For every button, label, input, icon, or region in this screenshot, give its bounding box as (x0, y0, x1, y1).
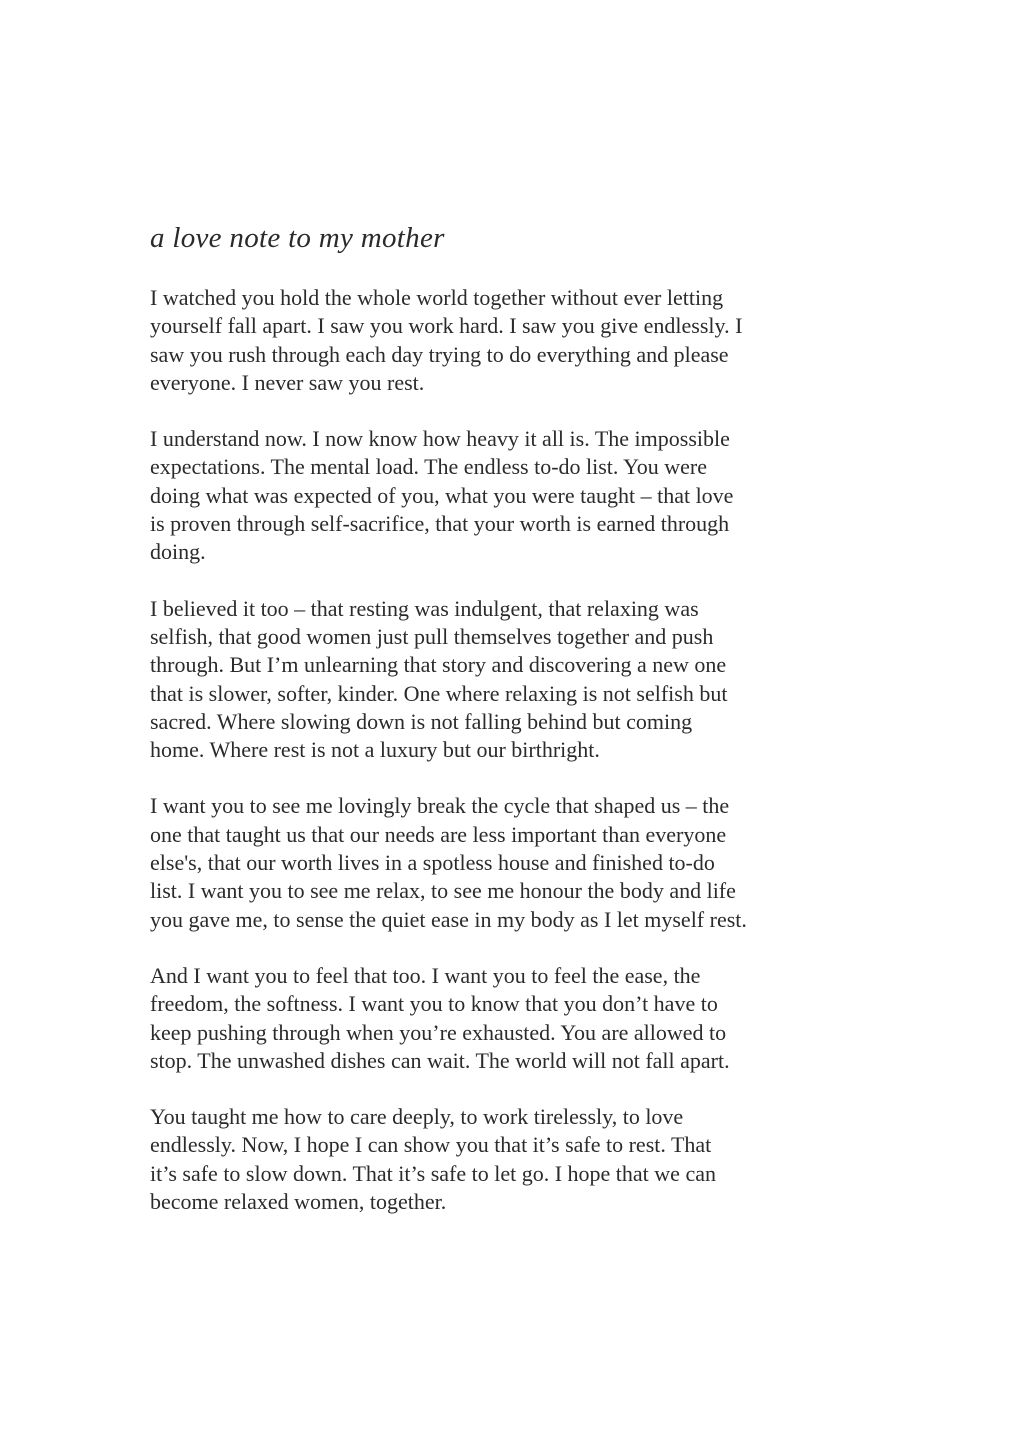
paragraph-5 (150, 962, 800, 1075)
text-line: everyone. I never saw you rest. (150, 369, 425, 395)
text-line: that is slower, softer, kinder. One where relaxing is not selfish but (150, 680, 728, 706)
text-line: I want you to see me lovingly break the cycle that shaped us – the (150, 793, 730, 819)
paragraph-6 (150, 1103, 800, 1216)
text-line: And I want you to feel that too. I want you to feel the ease, the (150, 962, 701, 988)
text-line: doing. (150, 539, 206, 565)
text-line: one that taught us that our needs are less important than everyone (150, 821, 727, 847)
text-line: You taught me how to care deeply, to work tirelessly, to love (150, 1104, 684, 1130)
text-line: keep pushing through when you’re exhausted. You are allowed to (150, 1019, 727, 1045)
document-body (150, 222, 800, 1244)
text-line: freedom, the softness. I want you to know that you don’t have to (150, 991, 718, 1017)
text-line: selfish, that good women just pull themselves together and push (150, 623, 714, 649)
page-title: a love note to my mother (150, 222, 445, 254)
text-line: it’s safe to slow down. That it’s safe to let go. I hope that we can (150, 1160, 716, 1186)
text-line: doing what was expected of you, what you were taught – that love (150, 482, 734, 508)
text-line: endlessly. Now, I hope I can show you that it’s safe to rest. That (150, 1132, 712, 1158)
text-line: I understand now. I now know how heavy it all is. The impossible (150, 426, 730, 452)
text-line: you gave me, to sense the quiet ease in my body as I let myself rest. (150, 906, 747, 932)
paragraph-4 (150, 792, 800, 933)
text-line: stop. The unwashed dishes can wait. The world will not fall apart. (150, 1047, 730, 1073)
text-line: else's, that our worth lives in a spotless house and finished to-do (150, 850, 715, 876)
text-line: list. I want you to see me relax, to see me honour the body and life (150, 878, 736, 904)
paragraph-3 (150, 595, 800, 765)
text-line: I believed it too – that resting was indulgent, that relaxing was (150, 595, 699, 621)
text-line: is proven through self-sacrifice, that your worth is earned through (150, 511, 730, 537)
text-line: I watched you hold the whole world together without ever letting (150, 285, 724, 310)
text-line: through. But I’m unlearning that story and discovering a new one (150, 652, 727, 678)
text-line: yourself fall apart. I saw you work hard. I saw you give endlessly. I (150, 313, 743, 339)
paragraph-2 (150, 425, 800, 566)
paragraph-1 (150, 284, 800, 397)
text-line: sacred. Where slowing down is not falling behind but coming (150, 708, 693, 734)
text-line: saw you rush through each day trying to do everything and please (150, 341, 729, 367)
text-line: expectations. The mental load. The endless to-do list. You were (150, 454, 708, 480)
text-line: home. Where rest is not a luxury but our birthright. (150, 737, 600, 763)
text-line: become relaxed women, together. (150, 1189, 447, 1215)
